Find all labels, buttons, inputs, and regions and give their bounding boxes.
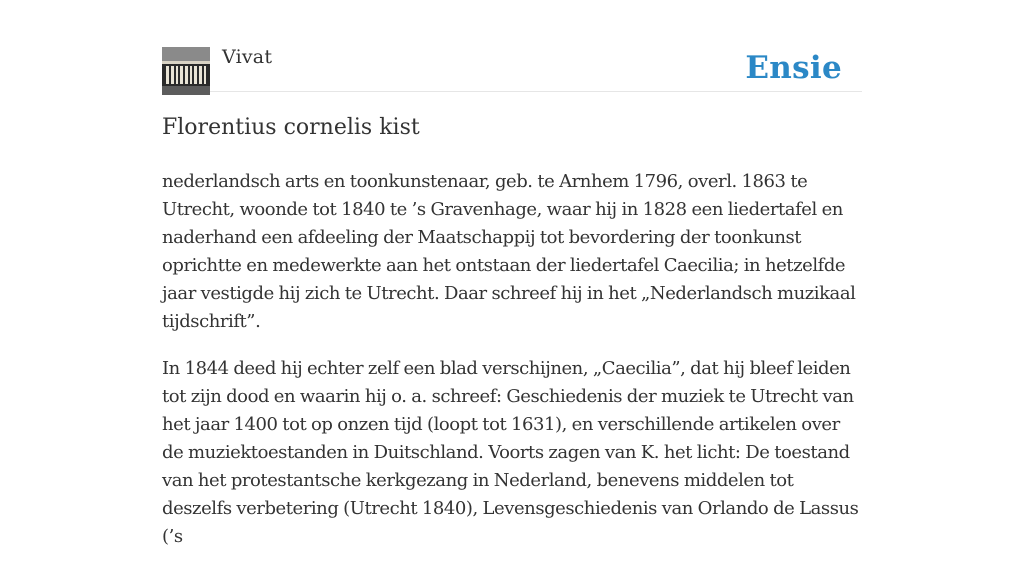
article-paragraph-2: In 1844 deed hij echter zelf een blad verschijnen, „Caecilia”, dat hij bleef leiden tot zijn dood en waarin hij o. a. schreef: Geschiedenis der muziek te Utrecht van het jaar 1400 tot op onzen tijd (loopt tot 1631), en verschillende artikelen over de muziektoestanden in Duitschland. Voorts zagen van K. het licht: De toestand van het protestantsche kerkgezang in Nederland, benevens middelen tot deszelfs verbetering (Utrecht 1840), Levensgeschiedenis van Orlando de Lassus (’s xyxy=(162,358,859,547)
source-header xyxy=(162,46,862,92)
article-paragraph-1: nederlandsch arts en toonkunstenaar, geb. te Arnhem 1796, overl. 1863 te Utrecht, woonde tot 1840 te ’s Gravenhage, waar hij in 1828 een liedertafel en naderhand een afdeeling der Maatschappij tot bevordering der toonkunst oprichtte en medewerkte aan het ontstaan der liedertafel Caecilia; in hetzelfde jaar vestigde hij zich te Utrecht. Daar schreef hij in het „Nederlandsch muzikaal tijdschrift”. xyxy=(162,171,856,332)
source-name[interactable]: Vivat xyxy=(222,46,273,68)
article-title: Florentius cornelis kist xyxy=(162,115,420,140)
source-avatar[interactable] xyxy=(162,47,210,95)
book-spines-icon xyxy=(162,47,210,95)
article-body xyxy=(162,168,862,570)
ensie-logo[interactable]: Ensie xyxy=(745,50,842,86)
